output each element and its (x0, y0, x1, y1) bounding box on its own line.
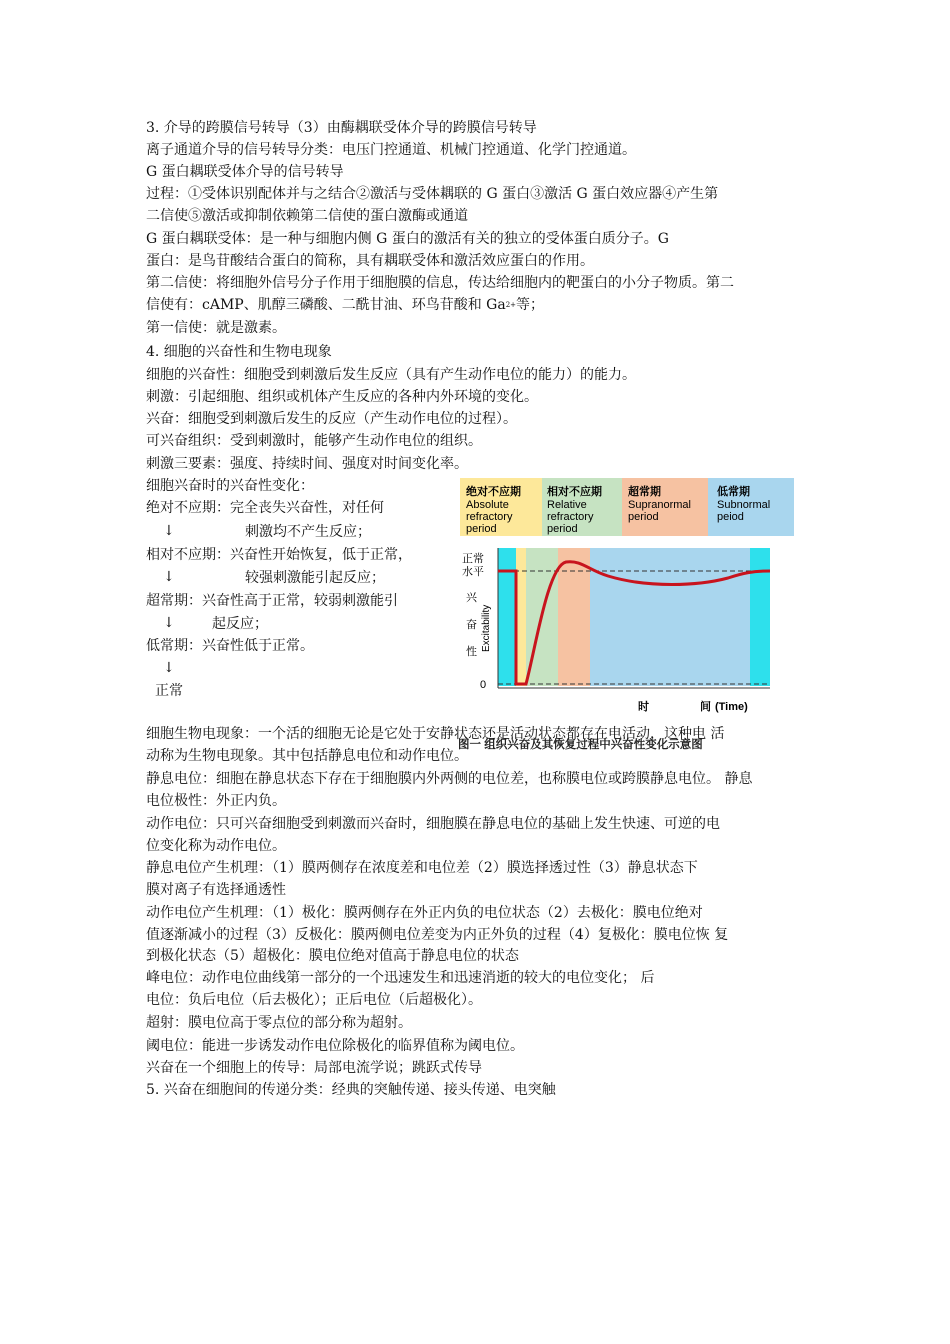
header-cn: 绝对不应期 (466, 486, 521, 498)
text-part: 等； (516, 297, 545, 313)
section-heading: 5. 兴奋在细胞间的传递分类：经典的突触传递、接头传递、电突触 (146, 1082, 556, 1098)
y-label-level: 水平 (462, 566, 484, 578)
text-line: 超射：膜电位高于零点位的部分称为超射。 (146, 1015, 412, 1031)
text-line: 值逐渐减小的过程（3）反极化：膜两侧电位差变为内正外负的过程（4）复极化：膜电位恢 复 (146, 927, 729, 943)
text-line: 第一信使：就是激素。 (146, 320, 286, 336)
text-line: 兴奋：细胞受到刺激后发生的反应（产生动作电位的过程）。 (146, 411, 517, 427)
band-before (498, 548, 516, 686)
header-en: peiod (717, 511, 744, 523)
phase-header-subnormal (708, 478, 794, 536)
text-line: 静息电位：细胞在静息状态下存在于细胞膜内外两侧的电位差，也称膜电位或跨膜静息电位。 静息 (146, 771, 753, 787)
phase-header-absolute (460, 478, 542, 536)
header-en: Absolute (466, 499, 509, 511)
text-line: 可兴奋组织：受到刺激时，能够产生动作电位的组织。 (146, 433, 482, 449)
text-line: G 蛋白耦联受体介导的信号转导 (146, 164, 344, 180)
text-line: 第二信使：将细胞外信号分子作用于细胞膜的信息，传达给细胞内的靶蛋白的小分子物质。第二 (146, 275, 734, 291)
header-en: period (547, 523, 578, 535)
phase-relative: 相对不应期：兴奋性开始恢复，低于正常， (146, 547, 412, 563)
text-line: 兴奋在一个细胞上的传导：局部电流学说；跳跃式传导 (146, 1060, 482, 1076)
text-line: 峰电位：动作电位曲线第一部分的一个迅速发生和迅速消逝的较大的电位变化； 后 (146, 970, 655, 986)
band-subnormal (590, 548, 750, 686)
header-en: period (466, 523, 497, 535)
text-line: 静息电位产生机理：（1）膜两侧存在浓度差和电位差（2）膜选择透过性（3）静息状态下 (146, 860, 698, 876)
text-line: 3. 介导的跨膜信号转导（3）由酶耦联受体介导的跨膜信号转导 (146, 120, 537, 136)
band-supranormal (558, 548, 590, 686)
text-line: 刺激三要素：强度、持续时间、强度对时间变化率。 (146, 456, 468, 472)
text-line: 蛋白：是鸟苷酸结合蛋白的简称，具有耦联受体和激活效应蛋白的作用。 (146, 253, 594, 269)
text-line: 动作电位产生机理：（1）极化：膜两侧存在外正内负的电位状态（2）去极化：膜电位绝对 (146, 905, 703, 921)
text-line: 位变化称为动作电位。 (146, 838, 286, 854)
header-en: Supranormal (628, 499, 691, 511)
text-line: 膜对离子有选择通透性 (146, 882, 286, 898)
text-line: 动作电位：只可兴奋细胞受到刺激而兴奋时，细胞膜在静息电位的基础上发生快速、可逆的电 (146, 816, 720, 832)
y-label-char: 性 (466, 646, 477, 658)
text-line: 刺激：引起细胞、组织或机体产生反应的各种内外环境的变化。 (146, 389, 538, 405)
header-cn: 相对不应期 (547, 486, 602, 498)
text-line: 动称为生物电现象。其中包括静息电位和动作电位。 (146, 748, 468, 764)
y-label-normal: 正常 (462, 553, 484, 565)
x-label-cn: 间 (700, 701, 711, 713)
text-line: 电位极性：外正内负。 (146, 793, 286, 809)
header-en: refractory (466, 511, 513, 523)
phase-supranormal-cont: 起反应； (212, 616, 268, 632)
phase-normal: 正常 (155, 683, 183, 699)
y-label-excitability: Excitability (481, 604, 492, 652)
text-line: 到极化状态（5）超极化：膜电位绝对值高于静息电位的状态 (146, 948, 519, 964)
section-heading: 4. 细胞的兴奋性和生物电现象 (146, 344, 332, 360)
header-en: period (628, 511, 659, 523)
phase-subnormal: 低常期：兴奋性低于正常。 (146, 638, 314, 654)
text-line: 细胞生物电现象：一个活的细胞无论是它处于安静状态还是活动状态都存在电活动，这种电 活 (146, 726, 725, 742)
text-line: 阈电位：能进一步诱发动作电位除极化的临界值称为阈电位。 (146, 1038, 524, 1054)
phase-absolute-cont: 刺激均不产生反应； (245, 524, 371, 540)
text-line: 过程：①受体识别配体并与之结合②激活与受体耦联的 G 蛋白③激活 G 蛋白效应器④产生第 (146, 186, 719, 202)
header-en: Relative (547, 499, 587, 511)
phase-header-supranormal (622, 478, 708, 536)
phase-absolute: 绝对不应期：完全丧失兴奋性，对任何 (146, 500, 384, 516)
superscript: 2+ (505, 301, 517, 309)
text-part: 信使有：cAMP、肌醇三磷酸、二酰甘油、环鸟苷酸和 Ga (146, 297, 506, 313)
y-label-zero: 0 (480, 679, 487, 691)
second-messenger-line (146, 295, 544, 315)
header-cn: 超常期 (628, 486, 661, 498)
down-arrow-icon: ↓ (163, 523, 175, 539)
band-after (750, 548, 770, 686)
text-line: 电位：负后电位（后去极化）；正后电位（后超极化）。 (146, 992, 482, 1008)
phase-relative-cont: 较强刺激能引起反应； (245, 570, 385, 586)
text-line: 离子通道介导的信号转导分类：电压门控通道、机械门控通道、化学门控通道。 (146, 142, 636, 158)
down-arrow-icon: ↓ (163, 615, 175, 631)
text-line: 细胞兴奋时的兴奋性变化： (146, 478, 314, 494)
figure-caption: 图一 组织兴奋及其恢复过程中兴奋性变化示意图 (458, 739, 703, 751)
header-en: Subnormal (717, 499, 771, 511)
header-en: refractory (547, 511, 594, 523)
header-cn: 低常期 (717, 486, 750, 498)
x-label-cn: 时 (638, 701, 649, 713)
down-arrow-icon: ↓ (163, 569, 175, 585)
x-label-en: (Time) (715, 701, 748, 713)
text-line: 二信使⑤激活或抑制依赖第二信使的蛋白激酶或通道 (146, 208, 468, 224)
text-line: 细胞的兴奋性：细胞受到刺激后发生反应（具有产生动作电位的能力）的能力。 (146, 367, 636, 383)
down-arrow-icon: ↓ (163, 660, 175, 676)
y-label-char: 奋 (466, 619, 477, 631)
text-line: G 蛋白耦联受体：是一种与细胞内侧 G 蛋白的激活有关的独立的受体蛋白质分子。G (146, 231, 669, 247)
phase-header-relative (542, 478, 622, 536)
y-label-char: 兴 (466, 592, 477, 604)
phase-supranormal: 超常期：兴奋性高于正常，较弱刺激能引 (146, 593, 398, 609)
excitability-figure (458, 476, 798, 756)
